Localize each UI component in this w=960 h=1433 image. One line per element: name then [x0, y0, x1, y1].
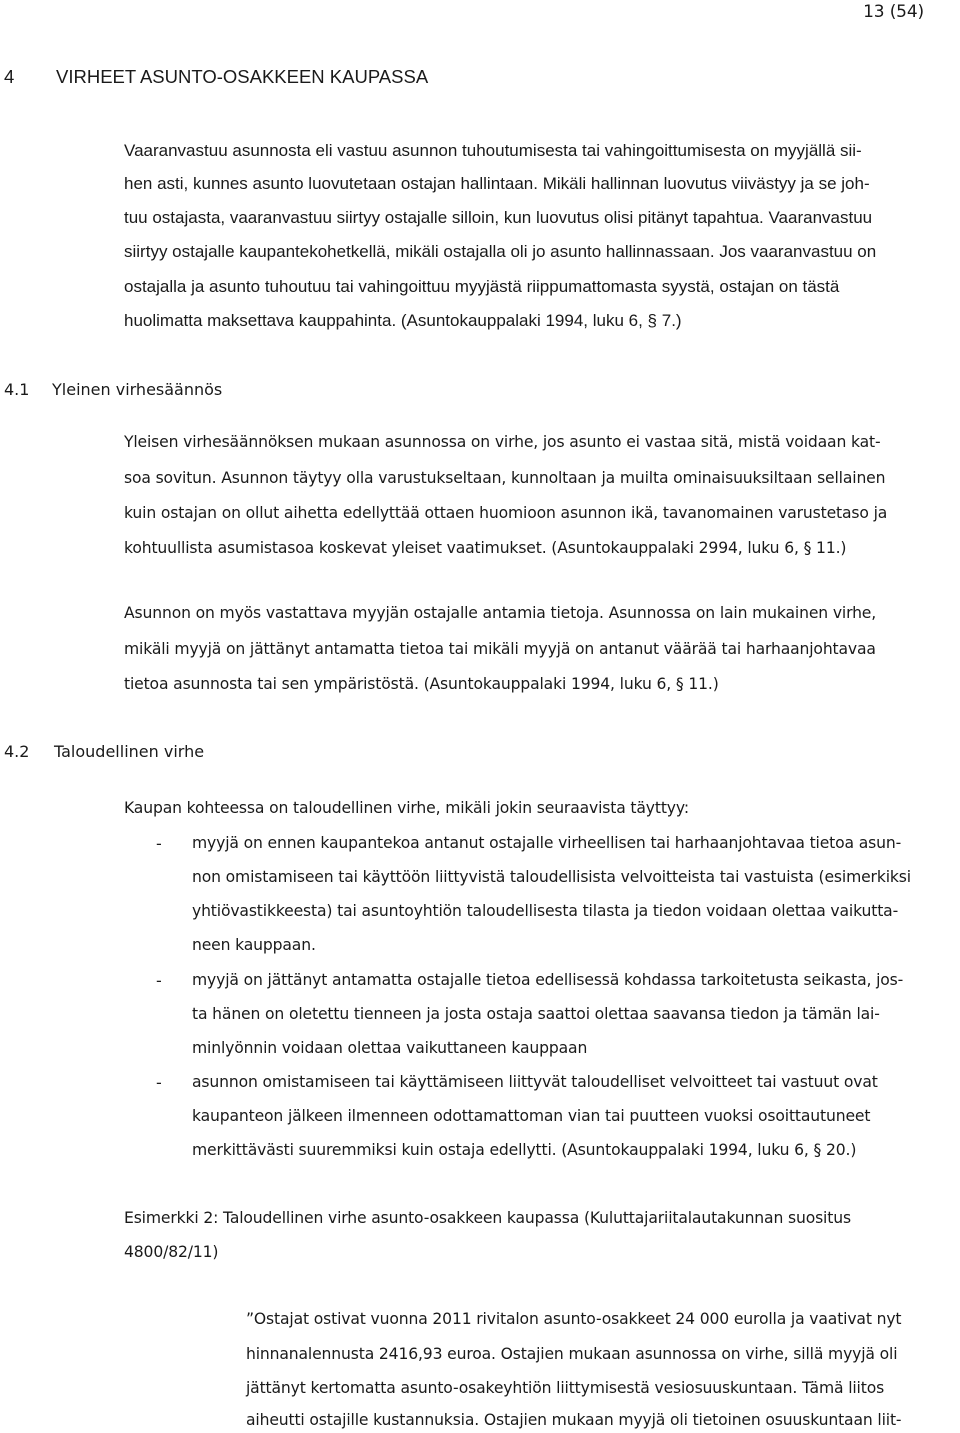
text-line: asunnon omistamiseen tai käyttämiseen liittyvät taloudelliset velvoitteet tai vastuut ovat — [192, 1073, 878, 1091]
text-line: Yleisen virhesäännöksen mukaan asunnossa on virhe, jos asunto ei vastaa sitä, mistä voidaan kat- — [124, 433, 881, 451]
text-line: siirtyy ostajalle kaupantekohetkellä, mikäli ostajalla oli jo asunto hallinnassaan. Jos vaaranvastuu on — [124, 242, 877, 261]
text-line: soa sovitun. Asunnon täytyy olla varustukseltaan, kunnoltaan ja muilta ominaisuuksiltaan sellainen — [124, 469, 886, 487]
text-line: myyjä on ennen kaupantekoa antanut ostajalle virheellisen tai harhaanjohtavaa tietoa asun- — [192, 834, 902, 852]
section-heading-4-1 — [4, 380, 223, 399]
text-line: neen kauppaan. — [192, 936, 316, 954]
text-line: ”Ostajat ostivat vuonna 2011 rivitalon asunto-osakkeet 24 000 eurolla ja vaativat nyt — [246, 1310, 902, 1328]
text-line: jättänyt kertomatta asunto-osakeyhtiön liittymisestä vesiosuuskuntaan. Tämä liitos — [246, 1379, 885, 1397]
text-line: yhtiövastikkeesta) tai asuntoyhtiön taloudellisesta tilasta ja tiedon voidaan olettaa vaikutta- — [192, 902, 899, 920]
section-heading-4-2 — [4, 742, 205, 761]
text-line: Vaaranvastuu asunnosta eli vastuu asunnon tuhoutumisesta tai vahingoittumisesta on myyjällä sii- — [124, 141, 862, 160]
heading-number: 4.1 — [4, 380, 30, 399]
text-line: non omistamiseen tai käyttöön liittyvistä taloudellisista velvoitteista tai vastuista (esimerkiksi — [192, 868, 911, 886]
section-heading-4 — [4, 66, 429, 88]
heading-number: 4 — [4, 66, 15, 87]
text-line: aiheutti ostajille kustannuksia. Ostajien mukaan myyjä oli tietoinen osuuskuntaan liit- — [246, 1411, 902, 1429]
text-line: tietoa asunnosta tai sen ympäristöstä. (Asuntokauppalaki 1994, luku 6, § 11.) — [124, 675, 719, 693]
text-line: hinnanalennusta 2416,93 euroa. Ostajien mukaan asunnossa on virhe, sillä myyjä oli — [246, 1345, 898, 1363]
text-line: mikäli myyjä on jättänyt antamatta tietoa tai mikäli myyjä on antanut väärää tai harhaanjohtavaa — [124, 640, 876, 658]
text-line: ostajalla ja asunto tuhoutuu tai vahingoittuu myyjästä riippumattomasta syystä, ostajan on tästä — [124, 277, 840, 296]
list-dash: - — [156, 1073, 162, 1092]
text-line: tuu ostajasta, vaaranvastuu siirtyy ostajalle silloin, kun luovutus olisi pitänyt tapahtua. Vaaranvastuu — [124, 208, 873, 227]
text-line: hen asti, kunnes asunto luovutetaan ostajan hallintaan. Mikäli hallinnan luovutus viivästyy ja se joh- — [124, 174, 870, 193]
text-line: Esimerkki 2: Taloudellinen virhe asunto-osakkeen kaupassa (Kuluttajariitalautakunnan suositus — [124, 1209, 851, 1227]
heading-title: VIRHEET ASUNTO-OSAKKEEN KAUPASSA — [56, 66, 429, 87]
text-line: kaupanteon jälkeen ilmenneen odottamattoman vian tai puutteen vuoksi osoittautuneet — [192, 1107, 871, 1125]
text-line: kohtuullista asumistasoa koskevat yleiset vaatimukset. (Asuntokauppalaki 2994, luku 6, § 11.) — [124, 539, 847, 557]
text-line: minlyönnin voidaan olettaa vaikuttaneen kauppaan — [192, 1039, 588, 1057]
heading-number: 4.2 — [4, 742, 30, 761]
heading-title: Yleinen virhesäännös — [52, 380, 223, 399]
list-dash: - — [156, 834, 162, 853]
text-line: 4800/82/11) — [124, 1243, 219, 1261]
paragraph-financial-defect: Kaupan kohteessa on taloudellinen virhe, mikäli jokin seuraavista täyttyy: — [124, 799, 689, 817]
list-dash: - — [156, 971, 162, 990]
text-line: Asunnon on myös vastattava myyjän ostajalle antamia tietoja. Asunnossa on lain mukainen virhe, — [124, 604, 877, 622]
text-line: huolimatta maksettava kauppahinta. (Asuntokauppalaki 1994, luku 6, § 7.) — [124, 311, 682, 330]
page-number: 13 (54) — [863, 2, 924, 22]
text-line: merkittävästi suuremmiksi kuin ostaja edellytti. (Asuntokauppalaki 1994, luku 6, § 20.) — [192, 1141, 857, 1159]
text-line: kuin ostajan on ollut aihetta edellyttää ottaen huomioon asunnon ikä, tavanomainen varustetaso ja — [124, 504, 888, 522]
text-line: myyjä on jättänyt antamatta ostajalle tietoa edellisessä kohdassa tarkoitetusta seikasta, jos- — [192, 971, 904, 989]
heading-title: Taloudellinen virhe — [54, 742, 205, 761]
text-line: ta hänen on oletettu tienneen ja josta ostaja saattoi olettaa saavansa tiedon ja tämän lai- — [192, 1005, 880, 1023]
